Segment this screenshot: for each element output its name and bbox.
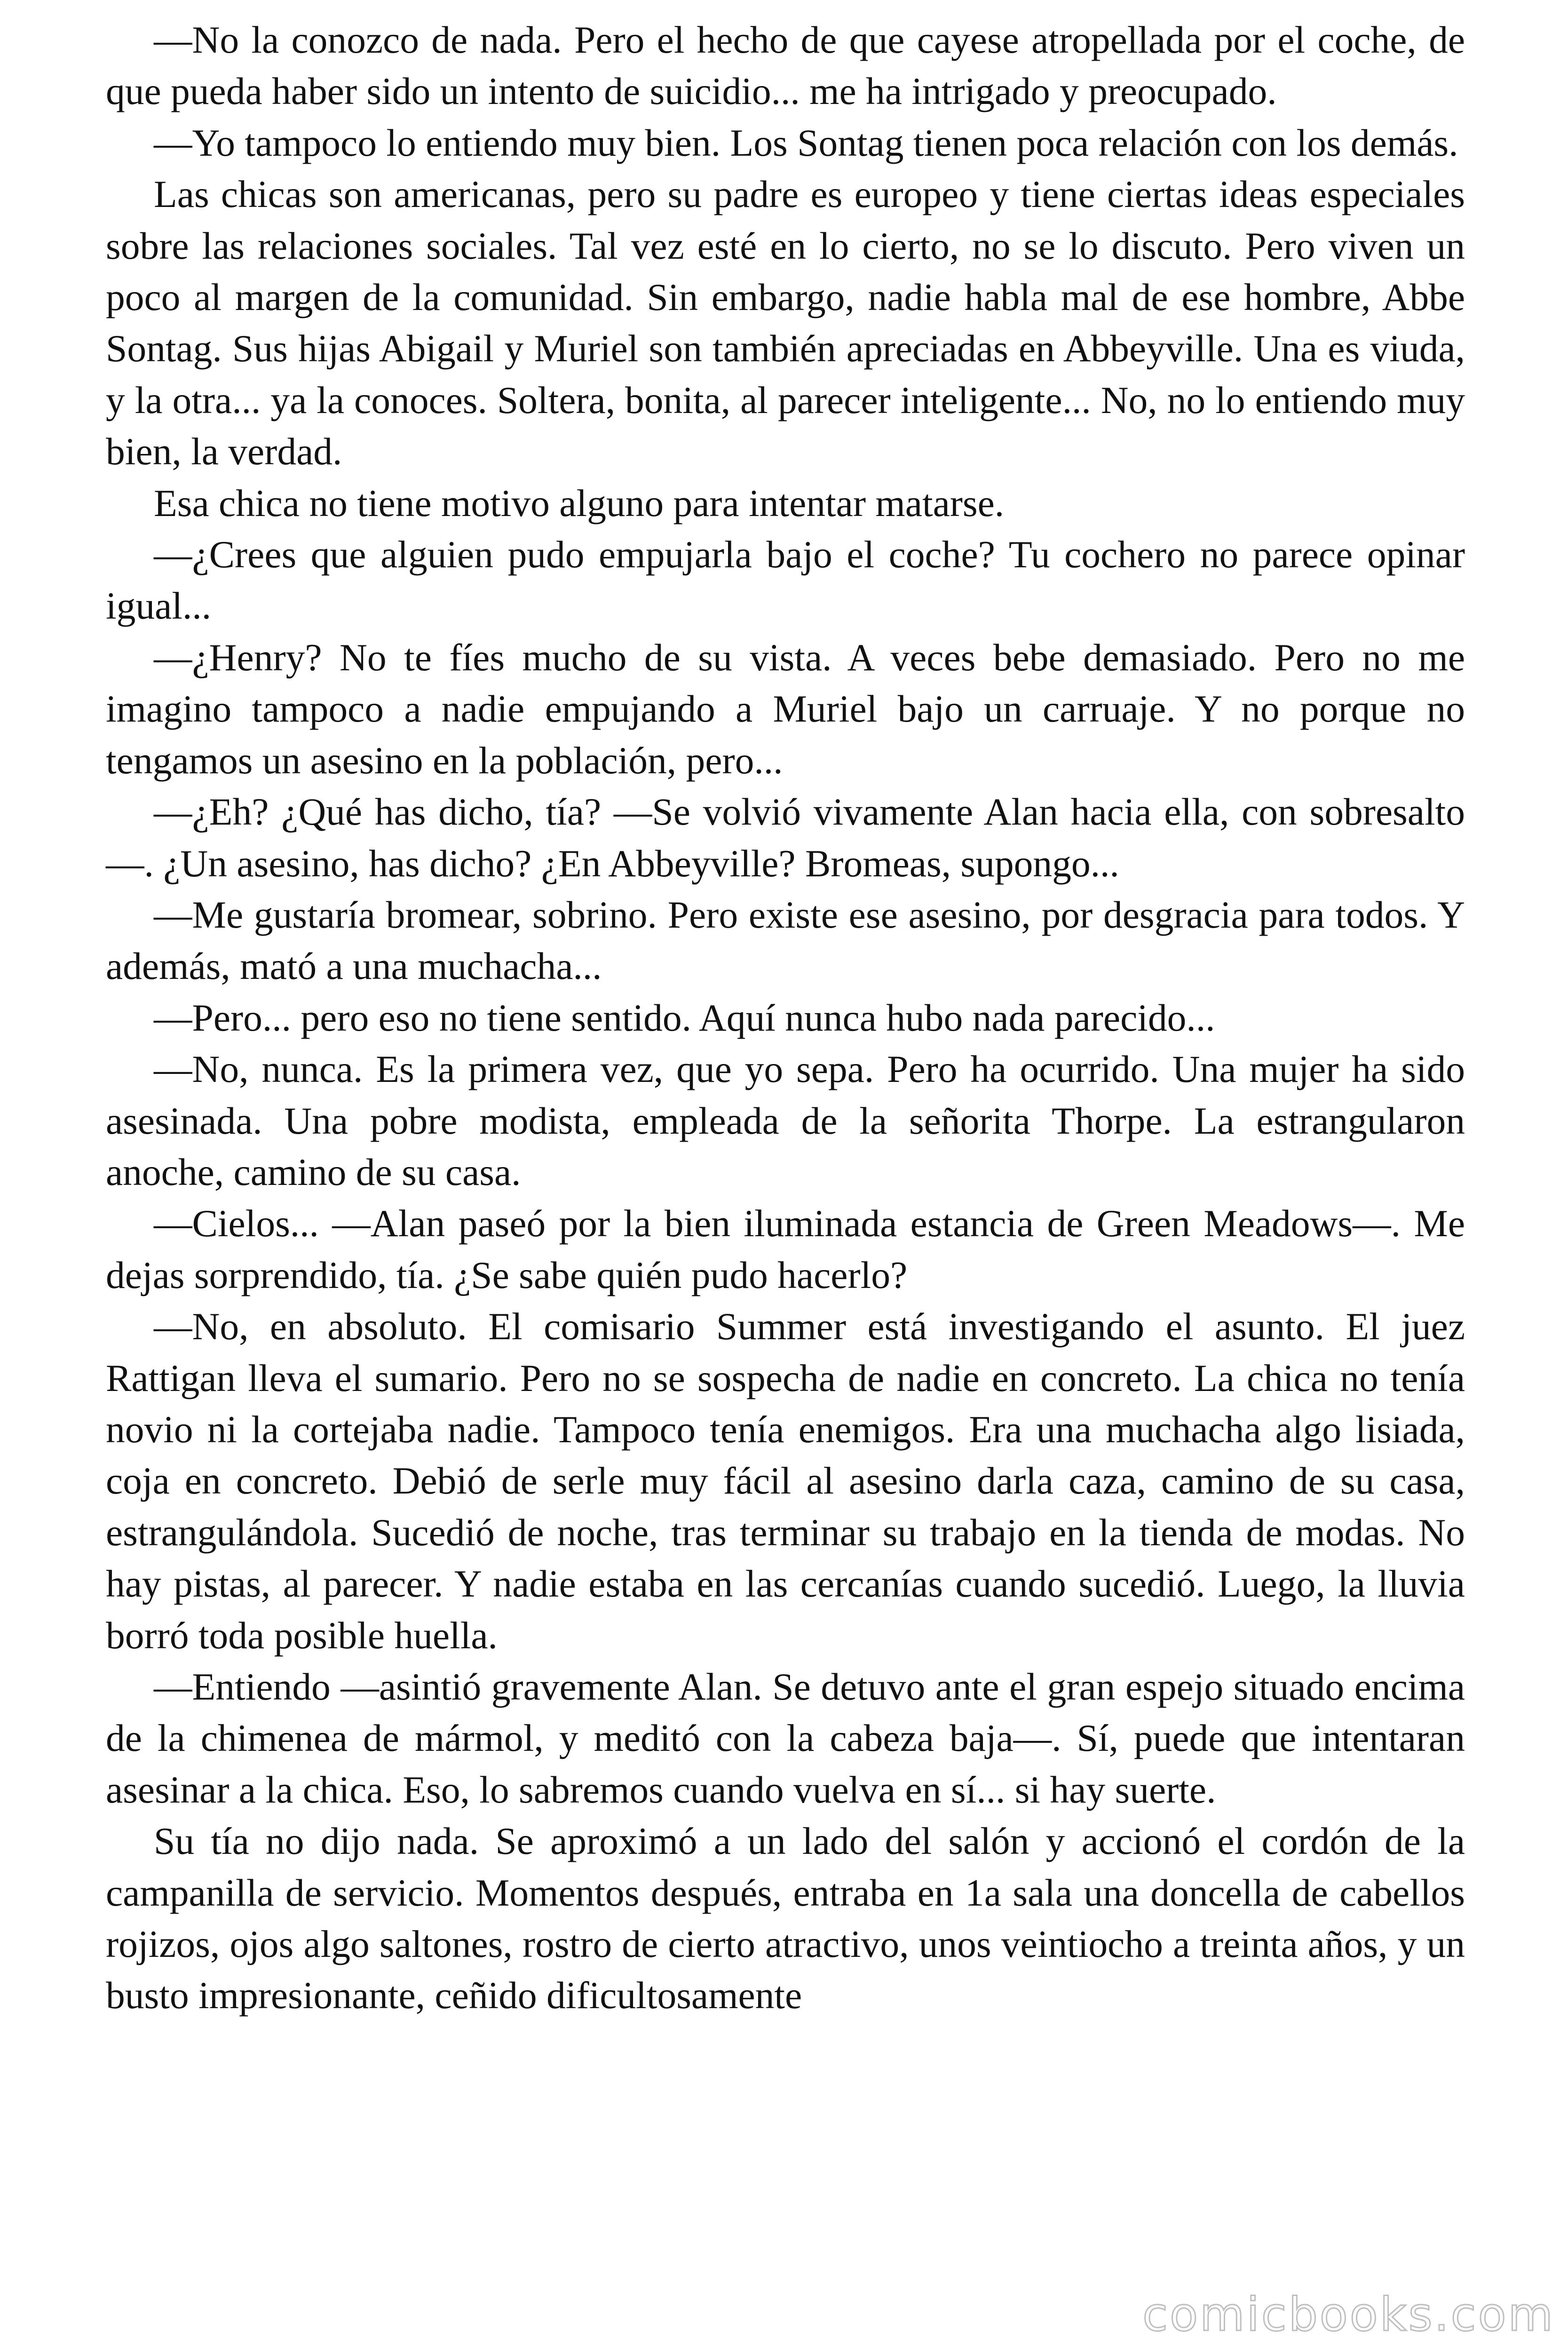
paragraph: —Pero... pero eso no tiene sentido. Aquí nunca hubo nada parecido... bbox=[154, 996, 1215, 1039]
paragraph: —Cielos... —Alan paseó por la bien iluminada estancia de Green Meadows—. Me dejas sorprendido, tía. ¿Se sabe quién pudo hacerlo? bbox=[106, 1202, 1465, 1296]
paragraph: Esa chica no tiene motivo alguno para intentar matarse. bbox=[154, 481, 1005, 524]
paragraph: —No la conozco de nada. Pero el hecho de que cayese atropellada por el coche, de que pueda haber sido un intento de suicidio... me ha intrigado y preocupado. bbox=[106, 18, 1465, 113]
paragraph: —Yo tampoco lo entiendo muy bien. Los Sontag tienen poca relación con los demás. bbox=[154, 121, 1458, 164]
book-page bbox=[106, 14, 1465, 2319]
paragraph: —Me gustaría bromear, sobrino. Pero existe ese asesino, por desgracia para todos. Y además, mató a una muchacha... bbox=[106, 893, 1465, 988]
paragraph: Su tía no dijo nada. Se aproximó a un lado del salón y accionó el cordón de la campanilla de servicio. Momentos después, entraba en 1a sala una doncella de cabellos rojizos, ojos algo saltones, rostro de cierto atractivo, unos veintiocho a treinta años, y un busto impresionante, ceñido dificultosamente bbox=[106, 1820, 1465, 2017]
paragraph: —¿Crees que alguien pudo empujarla bajo el coche? Tu cochero no parece opinar igual... bbox=[106, 533, 1465, 628]
paragraph: Las chicas son americanas, pero su padre es europeo y tiene ciertas ideas especiales sobre las relaciones sociales. Tal vez esté en lo cierto, no se lo discuto. Pero viven un poco al margen de la comunidad. Sin embargo, nadie habla mal de ese hombre, Abbe Sontag. Sus hijas Abigail y Muriel son también apreciadas en Abbeyville. Una es viuda, y la otra... ya la conoces. Soltera, bonita, al parecer inteligente... No, no lo entiendo muy bien, la verdad. bbox=[106, 173, 1465, 473]
paragraph: —No, nunca. Es la primera vez, que yo sepa. Pero ha ocurrido. Una mujer ha sido asesinada. Una pobre modista, empleada de la señorita Thorpe. La estrangularon anoche, camino de su casa. bbox=[106, 1048, 1465, 1193]
watermark: comicbooks.com bbox=[1142, 2288, 1555, 2342]
paragraph: —¿Henry? No te fíes mucho de su vista. A veces bebe demasiado. Pero no me imagino tampoco a nadie empujando a Muriel bajo un carruaje. Y no porque no tengamos un asesino en la población, pero... bbox=[106, 636, 1465, 782]
paragraph: —¿Eh? ¿Qué has dicho, tía? —Se volvió vivamente Alan hacia ella, con sobresalto—. ¿Un asesino, has dicho? ¿En Abbeyville? Bromeas, supongo... bbox=[106, 790, 1465, 885]
paragraph: —No, en absoluto. El comisario Summer está investigando el asunto. El juez Rattigan lleva el sumario. Pero no se sospecha de nadie en concreto. La chica no tenía novio ni la cortejaba nadie. Tampoco tenía enemigos. Era una muchacha algo lisiada, coja en concreto. Debió de serle muy fácil al asesino darla caza, camino de su casa, estrangulándola. Sucedió de noche, tras terminar su trabajo en la tienda de modas. No hay pistas, al parecer. Y nadie estaba en las cercanías cuando sucedió. Luego, la lluvia borró toda posible huella. bbox=[106, 1305, 1465, 1657]
paragraph: —Entiendo —asintió gravemente Alan. Se detuvo ante el gran espejo situado encima de la chimenea de mármol, y meditó con la cabeza baja—. Sí, puede que intentaran asesinar a la chica. Eso, lo sabremos cuando vuelva en sí... si hay suerte. bbox=[106, 1665, 1465, 1811]
